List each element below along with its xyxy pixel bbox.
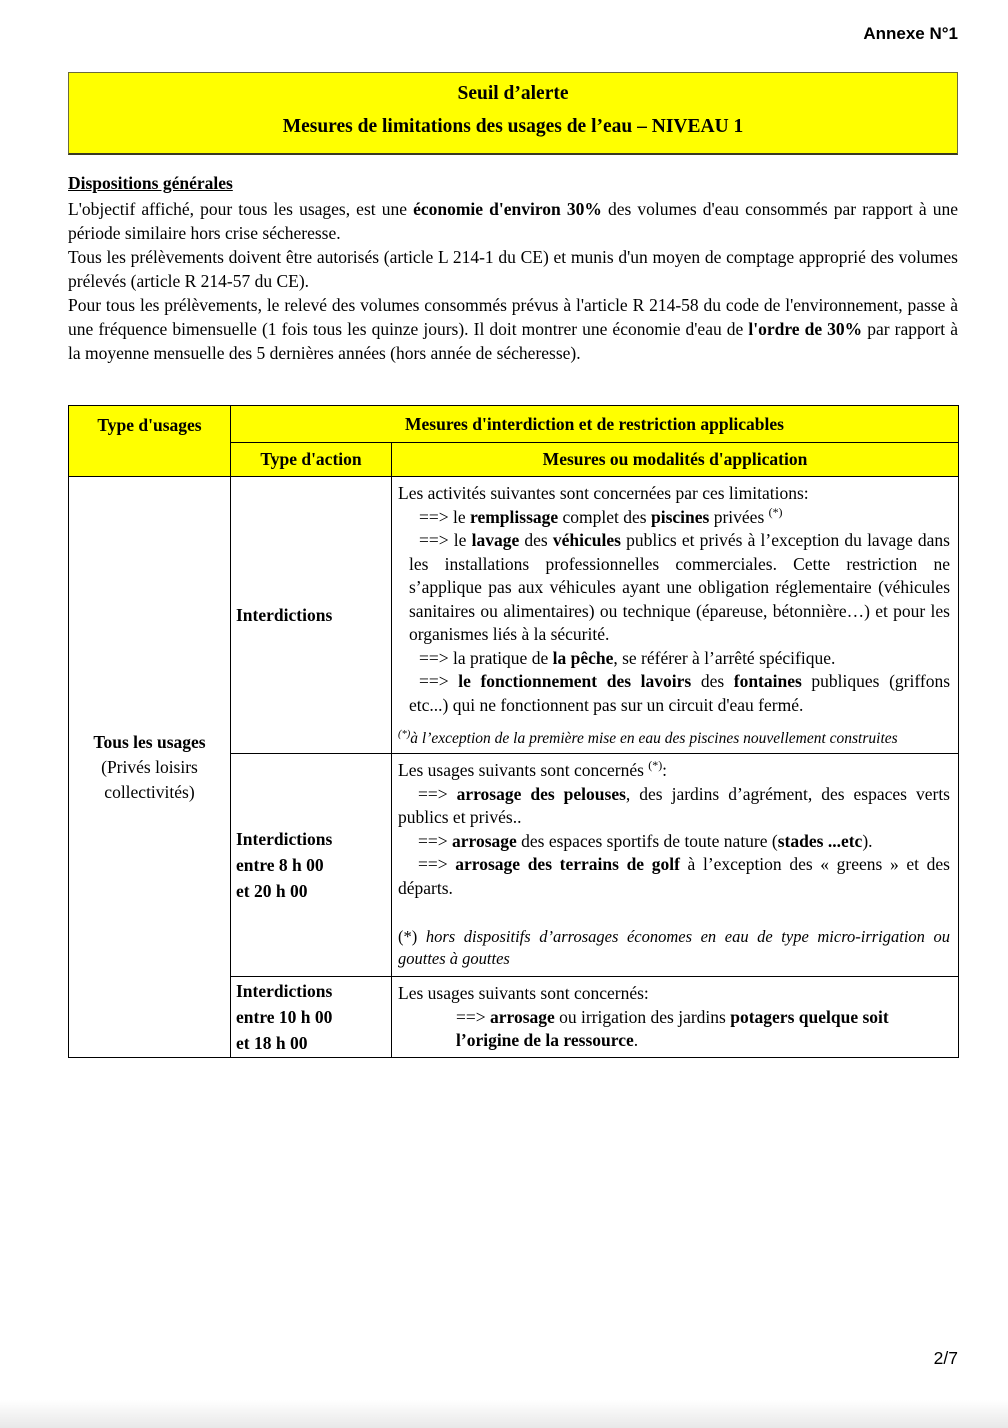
cell-action-interdictions <box>231 477 392 754</box>
annexe-label: Annexe N°1 <box>863 24 958 43</box>
header-type-action: Type d'action <box>231 443 392 477</box>
measure-item: ==> arrosage des pelouses, des jardins d’agrément, des espaces verts publics et privés.. <box>398 783 950 827</box>
cell-action-interdictions-8h-20h <box>231 754 392 977</box>
action-line: et 18 h 00 <box>236 1033 308 1053</box>
header-mesures: Mesures d'interdiction et de restriction applicables <box>231 406 959 443</box>
action-line: Interdictions <box>236 605 333 625</box>
action-line: Interdictions <box>236 981 333 1001</box>
cell-mesures-arrosage <box>392 754 959 977</box>
paragraph: Tous les prélèvements doivent être autorisés (article L 214-1 du CE) et munis d'un moyen de comptage approprié des volumes prélevés (article R 214-57 du CE). <box>68 247 958 291</box>
measure-item: ==> le lavage des véhicules publics et privés à l’exception du lavage dans les installations professionnelles commerciales. Cette restriction ne s’applique pas aux véhicules ayant une obligation réglementaire (véhicules sanitaires ou alimentaires) ou technique (épareuse, bétonnière…) et pour les organismes liés à la sécurité. <box>409 530 950 644</box>
measure-item: ==> la pratique de la pêche, se référer à l’arrêté spécifique. <box>419 647 836 668</box>
cell-mesures-interdictions <box>392 477 959 754</box>
measure-item: ==> le remplissage complet des piscines privées (*) <box>419 504 783 527</box>
action-line: entre 10 h 00 <box>236 1007 333 1027</box>
header-modalites: Mesures ou modalités d'application <box>392 443 959 477</box>
usages-line: Tous les usages <box>93 731 206 752</box>
page-bottom-edge <box>0 1400 1008 1428</box>
paragraph: Pour tous les prélèvements, le relevé des volumes consommés prévus à l'article R 214-58 du code de l'environnement, passe à une fréquence bimensuelle (1 fois tous les quinze jours). Il doit montrer une économie d'eau de l'ordre de 30% par rapport à la moyenne mensuelle des 5 dernières années (hors année de sécheresse). <box>68 295 958 363</box>
banner-subtitle: Mesures de limitations des usages de l’eau – NIVEAU 1 <box>282 116 744 137</box>
usages-line: (Privés loisirs <box>101 756 198 777</box>
page-number: 2/7 <box>933 1348 958 1368</box>
measure-item: ==> le fonctionnement des lavoirs des fontaines publiques (griffons etc...) qui ne fonctionnent pas sur un circuit d'eau fermé. <box>409 671 950 715</box>
measure-intro: Les usages suivants sont concernés (*): <box>398 758 668 780</box>
measure-intro: Les activités suivantes sont concernées par ces limitations: <box>398 483 809 503</box>
cell-action-interdictions-10h-18h <box>231 977 392 1058</box>
measure-item: ==> arrosage des espaces sportifs de toute nature (stades ...etc). <box>418 830 873 851</box>
action-line: et 20 h 00 <box>236 881 308 901</box>
paragraph: L'objectif affiché, pour tous les usages, est une économie d'environ 30% des volumes d'eau consommés par rapport à une période similaire hors crise sécheresse. <box>68 199 958 243</box>
cell-mesures-potagers <box>392 977 959 1058</box>
footnote-arrosage: (*) hors dispositifs d’arrosages économes en eau de type micro-irrigation ou gouttes à gouttes <box>398 927 950 968</box>
header-type-usages: Type d'usages <box>69 406 231 477</box>
action-line: Interdictions <box>236 829 333 849</box>
banner-title: Seuil d’alerte <box>457 83 569 104</box>
alert-banner <box>68 72 958 155</box>
measure-intro: Les usages suivants sont concernés: <box>398 983 649 1003</box>
cell-tous-les-usages <box>69 477 231 1058</box>
restrictions-table <box>68 405 959 1058</box>
general-dispositions-section <box>68 173 958 365</box>
section-heading: Dispositions générales <box>68 173 233 193</box>
measure-item: ==> arrosage des terrains de golf à l’exception des « greens » et des départs. <box>398 854 950 898</box>
measure-item: ==> arrosage ou irrigation des jardins potagers quelque soit l’origine de la ressource. <box>456 1006 889 1050</box>
action-line: entre 8 h 00 <box>236 855 324 875</box>
footnote-piscines: (*)à l’exception de la première mise en eau des piscines nouvellement construites <box>398 728 898 747</box>
usages-line: collectivités) <box>104 781 195 802</box>
